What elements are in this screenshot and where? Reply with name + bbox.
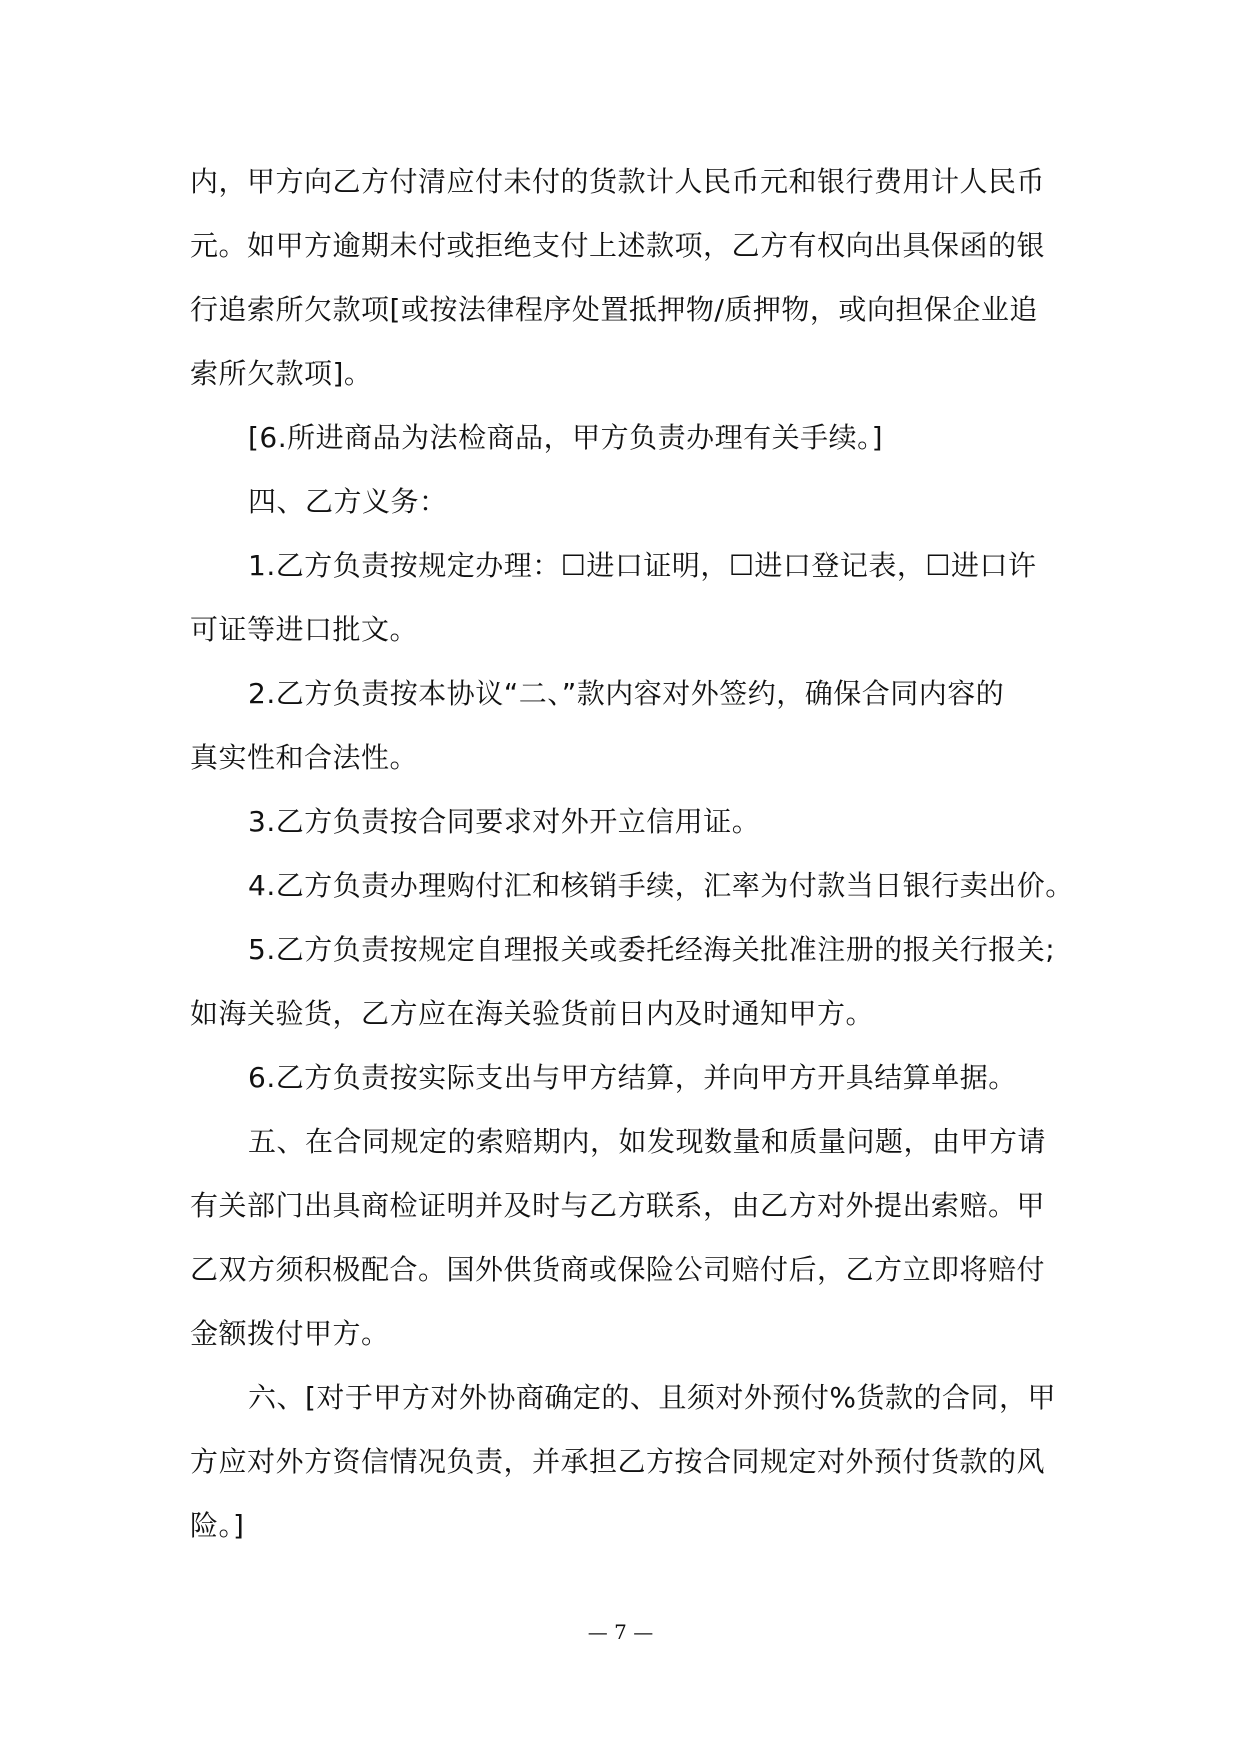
text-line: 索所欠款项]。 — [190, 357, 373, 390]
text-line: 有关部门出具商检证明并及时与乙方联系，由乙方对外提出索赔。甲 — [190, 1189, 1046, 1222]
paragraph-first-line: 3.乙方负责按合同要求对外开立信用证。 — [248, 805, 761, 838]
paragraph-first-line: 6.乙方负责按实际支出与甲方结算，并向甲方开具结算单据。 — [248, 1061, 1017, 1094]
page-number: — 7 — — [587, 1620, 654, 1644]
text-line: 方应对外方资信情况负责，并承担乙方按合同规定对外预付货款的风 — [190, 1445, 1046, 1478]
paragraph-first-line: 2.乙方负责按本协议“二、”款内容对外签约，确保合同内容的 — [248, 677, 1005, 710]
text-line: 内，甲方向乙方付清应付未付的货款计人民币元和银行费用计人民币 — [190, 165, 1046, 198]
paragraph-first-line: 六、[对于甲方对外协商确定的、且须对外预付%货款的合同，甲 — [248, 1381, 1057, 1414]
paragraph-first-line: 4.乙方负责办理购付汇和核销手续，汇率为付款当日银行卖出价。 — [248, 869, 1074, 902]
text-line: 乙双方须积极配合。国外供货商或保险公司赔付后，乙方立即将赔付 — [190, 1253, 1046, 1286]
text-line: 险。] — [190, 1509, 245, 1542]
text-line: 元。如甲方逾期未付或拒绝支付上述款项，乙方有权向出具保函的银 — [190, 229, 1046, 262]
section-heading: 四、乙方义务： — [248, 485, 448, 518]
text-line: 行追索所欠款项[或按法律程序处置抵押物/质押物，或向担保企业追 — [190, 293, 1038, 326]
paragraph-first-line: 1.乙方负责按规定办理：☐进口证明，☐进口登记表，☐进口许 — [248, 549, 1037, 582]
text-line: 如海关验货，乙方应在海关验货前日内及时通知甲方。 — [190, 997, 875, 1030]
paragraph-first-line: [6.所进商品为法检商品，甲方负责办理有关手续。] — [248, 421, 884, 454]
text-line: 可证等进口批文。 — [190, 613, 419, 646]
text-line: 真实性和合法性。 — [190, 741, 419, 774]
document-body — [190, 150, 1074, 1558]
paragraph-first-line: 5.乙方负责按规定自理报关或委托经海关批准注册的报关行报关; — [248, 933, 1056, 966]
text-line: 金额拨付甲方。 — [190, 1317, 390, 1350]
paragraph-first-line: 五、在合同规定的索赔期内，如发现数量和质量问题，由甲方请 — [248, 1125, 1047, 1158]
